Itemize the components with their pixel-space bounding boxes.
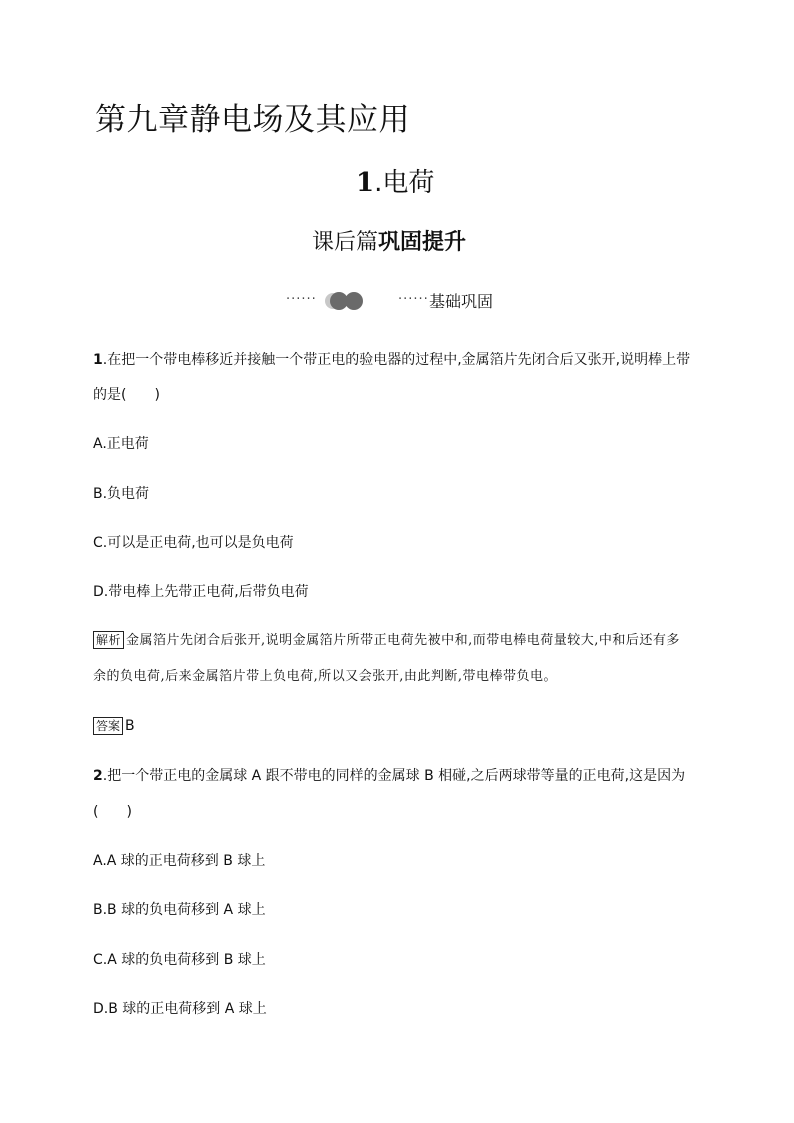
question-1-line2: 的是( ) <box>93 387 160 403</box>
lesson-name: .电荷 <box>374 168 435 198</box>
question-2-line2: ( ) <box>93 804 132 820</box>
explanation-tag: 解析 <box>93 631 124 649</box>
lesson-title <box>356 166 434 200</box>
q2-option-c: C.A 球的负电荷移到 B 球上 <box>93 952 266 968</box>
q1-option-a: A.正电荷 <box>93 436 149 452</box>
question-2-line1 <box>93 766 685 786</box>
q2-option-a: A.A 球的正电荷移到 B 球上 <box>93 853 266 869</box>
subsection-label: 基础巩固 <box>429 292 494 311</box>
question-1-text: .在把一个带电棒移近并接触一个带正电的验电器的过程中,金属箔片先闭合后又张开,说明棒上带 <box>102 352 691 368</box>
dots-left: ······ <box>286 292 317 307</box>
lesson-number: 1 <box>356 168 375 198</box>
q1-explanation-line1 <box>93 631 680 651</box>
chapter-title: 第九章静电场及其应用 <box>95 102 410 138</box>
dots-right: ······ <box>398 292 429 307</box>
subsection-divider <box>286 288 516 316</box>
answer-tag: 答案 <box>93 717 123 735</box>
q1-explanation-line2: 余的负电荷,后来金属箔片带上负电荷,所以又会张开,由此判断,带电棒带负电。 <box>93 669 558 684</box>
q2-option-b: B.B 球的负电荷移到 A 球上 <box>93 902 266 918</box>
section-title <box>312 228 466 258</box>
question-2-text: .把一个带正电的金属球 A 跟不带电的同样的金属球 B 相碰,之后两球带等量的正电荷,这是因为 <box>102 768 686 784</box>
circles-icon <box>322 288 370 314</box>
q1-answer-value: B <box>125 718 135 734</box>
q1-option-c: C.可以是正电荷,也可以是负电荷 <box>93 535 294 551</box>
question-1-number: 1 <box>93 352 103 368</box>
section-title-bold: 巩固提升 <box>378 230 467 255</box>
q1-option-d: D.带电棒上先带正电荷,后带负电荷 <box>93 584 309 600</box>
q2-option-d: D.B 球的正电荷移到 A 球上 <box>93 1001 267 1017</box>
question-2-number: 2 <box>93 768 103 784</box>
q1-option-b: B.负电荷 <box>93 486 150 502</box>
q1-answer <box>93 716 135 736</box>
q1-explanation-text: 金属箔片先闭合后张开,说明金属箔片所带正电荷先被中和,而带电棒电荷量较大,中和后还有多 <box>126 633 680 648</box>
section-title-normal: 课后篇 <box>312 230 379 255</box>
question-1-line1 <box>93 350 690 370</box>
